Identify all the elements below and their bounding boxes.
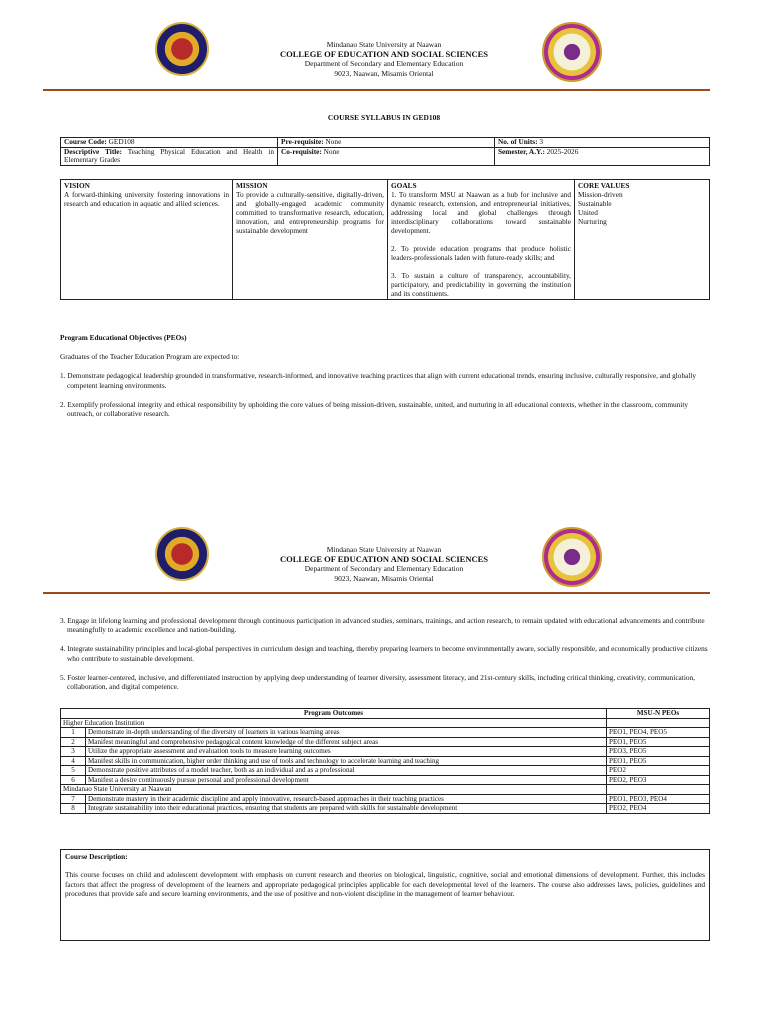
header-divider bbox=[43, 89, 710, 91]
peo-item: 4. Integrate sustainability principles and local-global perspectives in curriculum design and teaching, thereby preparing learners to become environmentally aware, socially responsible, and economically productive citizens who contribute to sustainable development. bbox=[60, 644, 708, 663]
descriptive-title: Teaching Physical Education and Health in Elementary Grades bbox=[64, 146, 274, 165]
program-outcomes-table bbox=[60, 708, 710, 814]
prerequisite: None bbox=[325, 137, 342, 146]
university-name: Mindanao State University at Naawan bbox=[326, 545, 442, 554]
page-title: COURSE SYLLABUS IN GED108 bbox=[327, 113, 441, 122]
col-header-peos: MSU-N PEOs bbox=[607, 709, 710, 719]
page-2-header bbox=[0, 505, 768, 595]
group-msun: Mindanao State University at Naawan bbox=[61, 785, 607, 795]
mission-cell: MISSION To provide a culturally-sensitive, digitally-driven, and globally-engaged academic community committed to transformative research, education, innovation, and entrepreneurship programs for sustainable development bbox=[233, 180, 388, 300]
peo-item: 2. Exemplify professional integrity and ethical responsibility by upholding the core values of being mission-driven, sustainable, united, and nurturing in all educational contexts, whether in the classroom, community outreach, or collaborative research. bbox=[60, 399, 689, 419]
corequisite: None bbox=[323, 146, 340, 156]
table-row: 5 Demonstrate positive attributes of a model teacher, both as an individual and as a professional PEO2 bbox=[61, 766, 710, 776]
goals-cell: GOALS 1. To transform MSU at Naawan as a hub for inclusive and dynamic research, extension, and entrepreneurial initiatives, addressing local and global challenges through interdisciplinary collaborations toward sustainable development. 2. To provide education programs that produce holistic leaders-professionals laden with future-ready skills; and 3. To sustain a culture of transparency, accountability, participatory, and predictability in governing the institution and its constituents. bbox=[388, 180, 575, 300]
units: 3 bbox=[539, 137, 544, 146]
semester: 2025-2026 bbox=[546, 146, 579, 156]
group-hei: Higher Education Institution bbox=[61, 718, 607, 728]
course-description-text: This course focuses on child and adolescent development with emphasis on current research and theories on biological, linguistic, cognitive, social and emotional dimensions of development. Further, this includes factors that affect the progress of development of the learners and appropriate pedagogical principles applicable for each developmental level of the learners. The course also addresses laws, policies, guidelines and procedures that provide safe and secure learning environments, and the use of positive and non-violent discipline in the management of learner behaviour. bbox=[65, 870, 705, 898]
peo-item: 1. Demonstrate pedagogical leadership grounded in transformative, research-informed, and innovative teaching practices that align with current educational trends, ensuring inclusive, culturally responsive, and globally competent learning environments. bbox=[60, 371, 697, 390]
course-description-heading: Course Description: bbox=[65, 852, 128, 861]
peo-intro: Graduates of the Teacher Education Program are expected to: bbox=[60, 352, 240, 362]
table-row: 1 Demonstrate in-depth understanding of the diversity of learners in various learning areas PEO1, PEO4, PEO5 bbox=[61, 728, 710, 738]
address: 9023, Naawan, Misamis Oriental bbox=[334, 68, 434, 78]
peo-item: 5. Foster learner-centered, inclusive, and differentiated instruction by applying deep understanding of learner diversity, assessment literacy, and 21st-century skills, including critical thinking, creativity, communication, collaboration, and digital competence. bbox=[60, 672, 695, 692]
core-values-cell: CORE VALUES Mission-driven Sustainable United Nurturing bbox=[575, 180, 710, 300]
goal-item: 1. To transform MSU at Naawan as a hub for inclusive and dynamic research, extension, and entrepreneurial initiatives, addressing local and global challenges through interdisciplinary collaborations toward sustainable development. bbox=[391, 190, 571, 235]
mission-text: To provide a culturally-sensitive, digitally-driven, and globally-engaged academic community committed to transformative research, education, innovation, and entrepreneurship programs for sustainable development bbox=[236, 190, 384, 235]
college-name: COLLEGE OF EDUCATION AND SOCIAL SCIENCES bbox=[279, 553, 489, 564]
vmgc-table bbox=[60, 179, 710, 300]
peo-heading: Program Educational Objectives (PEOs) bbox=[60, 333, 187, 342]
core-value: Mission-driven bbox=[578, 190, 623, 199]
peo-section bbox=[60, 333, 710, 418]
course-info-table: Course Code: GED108 Pre-requisite: None No. of Units: 3 Descriptive Title: Teaching Physical Education and Health in Elementary Grades Co-requisite: None Semester, A.Y.: 2025-2026 bbox=[60, 137, 710, 166]
table-row: 6 Manifest a desire continuously pursue personal and professional development PEO2, PEO3 bbox=[61, 775, 710, 785]
core-value: Sustainable bbox=[578, 199, 612, 208]
header-divider bbox=[43, 592, 710, 594]
college-name: COLLEGE OF EDUCATION AND SOCIAL SCIENCES bbox=[279, 48, 489, 59]
course-description-box bbox=[60, 849, 710, 941]
vision-cell: VISION A forward-thinking university fostering innovations in research and education in aquatic and allied sciences. bbox=[61, 180, 233, 300]
table-row: 8 Integrate sustainability into their educational practices, ensuring that students are prepared with skills for sustainable development PEO2, PEO4 bbox=[61, 804, 710, 814]
col-header-outcomes: Program Outcomes bbox=[61, 709, 607, 719]
core-value: United bbox=[578, 208, 598, 217]
page-1-header bbox=[0, 0, 768, 90]
table-row: 4 Manifest skills in communication, higher order thinking and use of tools and technology to accelerate learning and teaching PEO1, PEO5 bbox=[61, 756, 710, 766]
university-name: Mindanao State University at Naawan bbox=[326, 40, 442, 49]
address: 9023, Naawan, Misamis Oriental bbox=[334, 573, 434, 583]
peo-item: 3. Engage in lifelong learning and professional development through continuous participation in advanced studies, seminars, trainings, and action research, to remain updated with educational advancements and contribute meaningfully to academic excellence and nation-building. bbox=[60, 616, 705, 635]
table-row: 3 Utilize the appropriate assessment and evaluation tools to measure learning outcomes PEO3, PEO5 bbox=[61, 747, 710, 757]
department-name: Department of Secondary and Elementary Education bbox=[304, 564, 464, 573]
peo-section-continued bbox=[60, 616, 710, 691]
goal-item: 3. To sustain a culture of transparency, accountability, participatory, and predictability in governing the institution and its constituents. bbox=[391, 271, 571, 298]
course-code: GED108 bbox=[108, 137, 135, 146]
table-row: 7 Demonstrate mastery in their academic discipline and apply innovative, research-based approaches in their teaching practices PEO1, PEO3, PEO4 bbox=[61, 794, 710, 804]
core-value: Nurturing bbox=[578, 217, 607, 226]
department-name: Department of Secondary and Elementary Education bbox=[304, 59, 464, 68]
table-row: 2 Manifest meaningful and comprehensive pedagogical content knowledge of the different subject areas PEO1, PEO5 bbox=[61, 737, 710, 747]
goal-item: 2. To provide education programs that produce holistic leaders-professionals laden with future-ready skills; and bbox=[391, 244, 571, 262]
vision-text: A forward-thinking university fostering innovations in research and education in aquatic and allied sciences. bbox=[64, 190, 229, 208]
